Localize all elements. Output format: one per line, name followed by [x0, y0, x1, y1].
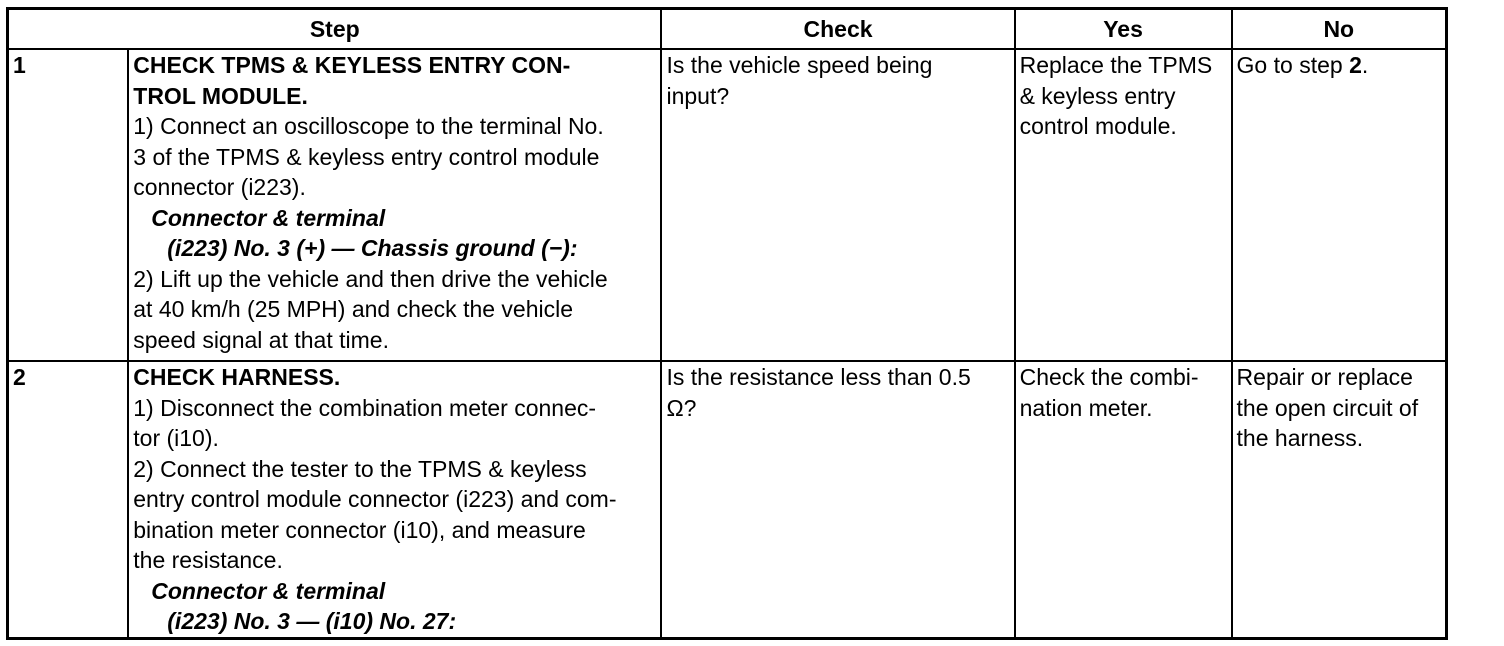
no-text: the open circuit of: [1236, 394, 1419, 421]
step-title: CHECK TPMS & KEYLESS ENTRY CON-: [133, 52, 571, 78]
no-cell: [1232, 361, 1447, 639]
yes-text: nation meter.: [1019, 394, 1153, 421]
yes-text: & keyless entry: [1019, 82, 1176, 109]
step-description: [128, 361, 661, 639]
diagnostic-table: [6, 7, 1448, 640]
yes-text: Replace the TPMS: [1019, 52, 1213, 78]
table-row: [8, 361, 1447, 639]
step-number: 2: [8, 361, 129, 639]
check-cell: [661, 49, 1014, 361]
step-text: speed signal at that time.: [133, 326, 389, 353]
step-text: the resistance.: [133, 547, 283, 573]
connector-heading: Connector & terminal: [151, 577, 386, 604]
step-text: entry control module connector (i223) and com-: [133, 486, 617, 512]
step-text: 2) Connect the tester to the TPMS & keyless: [133, 455, 587, 482]
step-text: at 40 km/h (25 MPH) and check the vehicle: [133, 296, 574, 322]
check-text: input?: [666, 82, 730, 109]
header-step: Step: [8, 9, 662, 50]
header-check: Check: [661, 9, 1014, 50]
step-text: 1) Connect an oscilloscope to the terminal No.: [133, 113, 604, 139]
header-row: [8, 9, 1447, 50]
step-text: bination meter connector (i10), and measure: [133, 516, 586, 543]
table-row: [8, 49, 1447, 361]
yes-cell: [1015, 361, 1232, 639]
no-text: the harness.: [1236, 425, 1364, 451]
yes-text: control module.: [1019, 113, 1177, 139]
step-title: CHECK HARNESS.: [133, 364, 341, 390]
connector-terminal: (i223) No. 3 (+) — Chassis ground (−):: [167, 235, 578, 261]
check-text: Is the resistance less than 0.5: [666, 364, 971, 390]
connector-heading: Connector & terminal: [151, 204, 386, 231]
step-reference: 2: [1349, 52, 1362, 78]
check-text: Ω?: [666, 394, 697, 421]
step-text: connector (i223).: [133, 174, 306, 200]
check-text: Is the vehicle speed being: [666, 52, 933, 78]
connector-terminal: (i223) No. 3 — (i10) No. 27:: [167, 608, 457, 634]
step-text: 1) Disconnect the combination meter connec-: [133, 394, 597, 421]
no-text: Go to step: [1236, 52, 1350, 78]
check-cell: [661, 361, 1014, 639]
step-text: tor (i10).: [133, 425, 219, 451]
step-title: TROL MODULE.: [133, 82, 308, 109]
header-no: No: [1232, 9, 1447, 50]
no-text: Repair or replace: [1236, 364, 1413, 390]
no-text: .: [1361, 52, 1369, 78]
yes-cell: [1015, 49, 1232, 361]
no-cell: [1232, 49, 1447, 361]
step-description: [128, 49, 661, 361]
step-text: 3 of the TPMS & keyless entry control module: [133, 143, 600, 170]
yes-text: Check the combi-: [1019, 364, 1199, 390]
header-yes: Yes: [1015, 9, 1232, 50]
step-number: 1: [8, 49, 129, 361]
step-text: 2) Lift up the vehicle and then drive the vehicle: [133, 265, 608, 292]
